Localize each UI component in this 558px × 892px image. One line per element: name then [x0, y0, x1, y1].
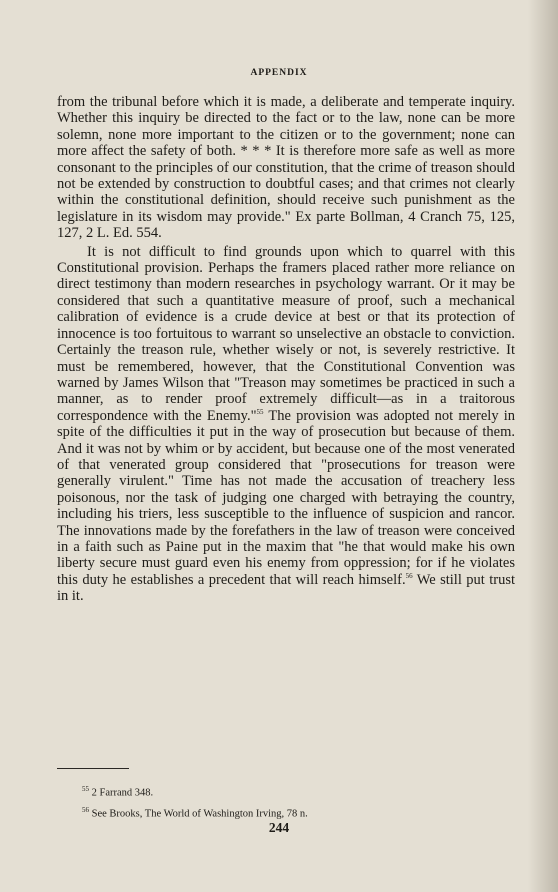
- footnote-55: [82, 781, 512, 802]
- paragraph-continued: from the tribunal before which it is made, a deliberate and temperate inquiry. Whether this inquiry be directed to the fact or to the law, none can be more solemn, none more important to the citizen or to the government; none can more affect the safety of both. * * * It is therefore more safe as well as more consonant to the principles of our constitution, that the crime of treason should not be extended by construction to doubtful cases; and that crimes not clearly within the constitutional definition, should receive such punishment as the legislature in its wisdom may provide." Ex parte Bollman, 4 Cranch 75, 125, 127, 2 L. Ed. 554.: [57, 94, 515, 242]
- footnote-number: 55: [82, 785, 89, 793]
- footnote-56: [82, 802, 512, 823]
- paragraph-constitutional-provision: [57, 244, 515, 605]
- running-header: APPENDIX: [250, 68, 308, 78]
- paragraph-text-part-1: It is not difficult to find grounds upon which to quarrel with this Constitutional provision. Perhaps the framers placed rather more reliance on direct testimony than modern researches in psychology warrant. Or it may be considered that such a quantitative measure of proof, such a mechanical calibration of evidence is a crude device at best or that its protection of innocence is too fortuitous to warrant so unselective an obstacle to conviction. Certainly the treason rule, whether wisely or not, is severely restrictive. It must be remembered, however, that the Constitutional Convention was warned by James Wilson that "Treason may sometimes be practiced in such a manner, as to render proof extremely difficult—as in a traitorous correspondence with the Enemy.": [57, 243, 515, 424]
- page-edge-shadow: [528, 0, 558, 892]
- paragraph-text-part-3: We still put trust in it.: [57, 571, 516, 605]
- footnote-divider: [57, 768, 129, 769]
- page-number: 244: [268, 820, 290, 835]
- footnote-text: See Brooks, The World of Washington Irving, 78 n.: [89, 808, 308, 819]
- body-text: [57, 94, 515, 605]
- footnotes: [82, 781, 512, 822]
- footnote-ref-55: 55: [256, 407, 264, 416]
- paragraph-text-part-2: The provision was adopted not merely in spite of the difficulties it put in the way of prosecution but because of them. And it was not by whim or by accident, but because one of the most venerated of that venerated group considered that "prosecutions for treason were generally virulent." Time has not made the accusation of treachery less poisonous, nor the task of judging one charged with betraying the country, including his triers, less susceptible to the influence of suspicion and rancor. The innovations made by the forefathers in the law of treason were conceived in a faith such as Paine put in the maxim that "he that would make his own liberty secure must guard even his enemy from oppression; for if he violates this duty he establishes a precedent that will reach himself.: [57, 407, 515, 588]
- footnote-ref-56: 56: [405, 571, 413, 580]
- footnote-number: 56: [82, 805, 89, 814]
- footnote-text: 2 Farrand 348.: [89, 787, 154, 799]
